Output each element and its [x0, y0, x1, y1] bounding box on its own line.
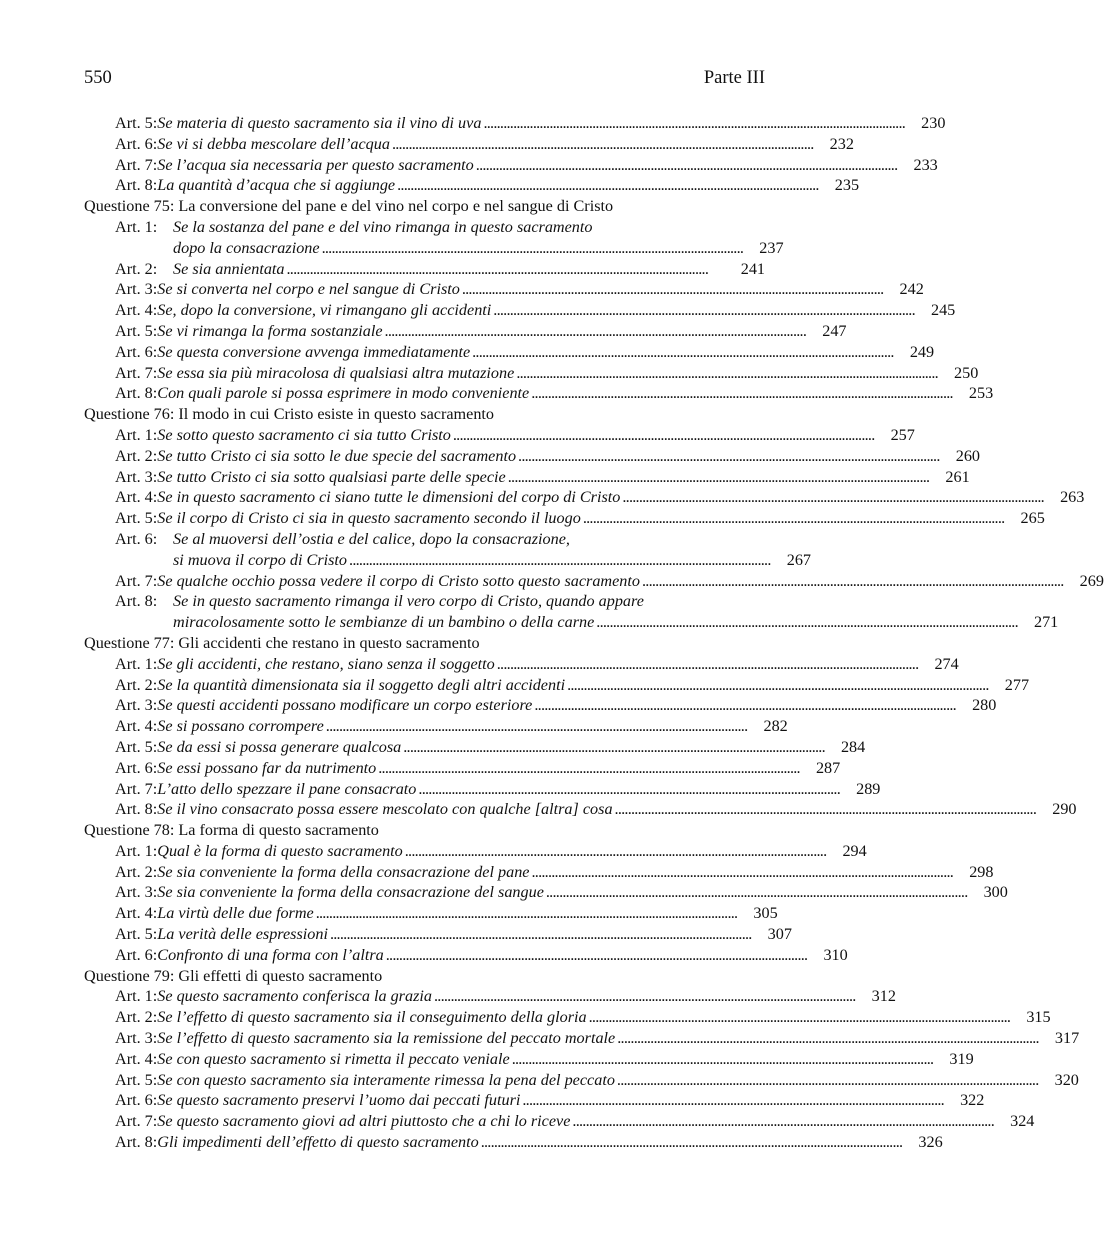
article-label: Art. 1: [115, 987, 158, 1006]
page-ref: 280 [972, 696, 997, 715]
page-ref: 269 [1079, 571, 1104, 590]
article-title: Se materia di questo sacramento sia il vino di uva [157, 114, 482, 132]
article-title: Se la quantità dimensionata sia il soggetto degli altri accidenti [157, 675, 566, 694]
article-label: Art. 6: [115, 1091, 158, 1110]
leader-dots [596, 612, 1016, 633]
article-title: Se questo sacramento preservi l’uomo dai peccati futuri [157, 1091, 521, 1110]
toc-entry [84, 1028, 1080, 1049]
article-label: Art. 5: [115, 737, 158, 756]
article-title: Se l’acqua sia necessaria per questo sacramento [157, 155, 474, 174]
page-ref: 324 [1010, 1112, 1035, 1131]
leader-dots [508, 467, 928, 488]
article-title: Se in questo sacramento rimanga il vero corpo di Cristo, quando appare [173, 592, 644, 611]
leader-dots [493, 300, 913, 321]
article-label: Art. 6: [115, 758, 158, 777]
page-ref: 267 [786, 550, 811, 569]
question-heading: Questione 78: La forma di questo sacramento [84, 821, 379, 840]
page-ref: 241 [740, 259, 765, 278]
article-label: Art. 3: [115, 696, 158, 715]
page-ref: 237 [759, 238, 784, 257]
article-title-continued: dopo la consacrazione [173, 238, 320, 257]
article-label: Art. 1: [115, 425, 158, 444]
article-label: Art. 2: [115, 862, 158, 881]
leader-dots [615, 799, 1035, 820]
article-title: Se si possano corrompere [157, 717, 324, 736]
article-title: Se la sostanza del pane e del vino rimanga in questo sacramento [173, 217, 593, 236]
leader-dots [418, 779, 838, 800]
toc-entry [84, 591, 765, 612]
article-label: Art. 5: [115, 925, 158, 944]
article-title: Se questa conversione avvenga immediatamente [157, 342, 471, 361]
page-ref: 242 [899, 280, 924, 299]
article-label: Art. 2: [115, 446, 158, 465]
toc-entry [84, 924, 792, 945]
leader-dots [378, 758, 798, 779]
article-title: L’atto dello spezzare il pane consacrato [157, 779, 417, 798]
toc-entry [84, 529, 765, 550]
toc-entry [84, 175, 860, 196]
toc-entry [84, 1090, 985, 1111]
page-ref: 250 [954, 363, 979, 382]
leader-dots [497, 654, 917, 675]
article-label: Art. 5: [115, 114, 158, 132]
toc-entry [84, 134, 854, 155]
question-heading: Questione 77: Gli accidenti che restano in questo sacramento [84, 633, 480, 652]
toc-entry [84, 300, 956, 321]
article-title: Se questo sacramento giovi ad altri piuttosto che a chi lo riceve [157, 1112, 571, 1131]
article-label: Art. 5: [115, 1070, 158, 1089]
leader-dots [403, 737, 823, 758]
toc-entry [84, 945, 848, 966]
article-title: Se vi si debba mescolare dell’acqua [157, 134, 390, 153]
page-ref: 253 [968, 384, 994, 403]
article-label: Art. 6: [115, 529, 158, 548]
page-ref: 233 [913, 155, 938, 174]
article-title: Se tutto Cristo ci sia sotto qualsiasi parte delle specie [157, 467, 506, 486]
page-ref: 261 [945, 467, 970, 486]
toc-entry [84, 508, 1045, 529]
article-label: Art. 8: [115, 384, 158, 403]
toc-entry [84, 363, 979, 384]
article-title: Con quali parole si possa esprimere in modo conveniente [157, 384, 530, 403]
leader-dots [512, 1049, 932, 1070]
article-title-continued: si muova il corpo di Cristo [173, 550, 348, 569]
article-title: Se sotto questo sacramento ci sia tutto Cristo [157, 425, 451, 444]
leader-dots [531, 383, 951, 404]
leader-dots [532, 862, 952, 883]
toc-entry [84, 383, 994, 404]
article-title: La verità delle espressioni [157, 925, 328, 944]
toc-entry [84, 799, 1077, 820]
article-title: Se sia annientata [173, 259, 285, 278]
leader-dots [462, 279, 882, 300]
leader-dots [522, 1090, 942, 1111]
article-title: Se essi possano far da nutrimento [157, 758, 377, 777]
toc-entry [84, 1007, 1051, 1028]
article-title: Se il vino consacrato possa essere mescolato con qualche [altra] cosa [157, 800, 613, 819]
page-ref: 298 [969, 862, 994, 881]
toc-entry [84, 779, 881, 800]
article-title: Se il corpo di Cristo ci sia in questo sacramento secondo il luogo [157, 509, 581, 528]
article-label: Art. 6: [115, 945, 158, 964]
article-title: Se al muoversi dell’ostia e del calice, dopo la consacrazione, [173, 529, 570, 548]
page-ref: 312 [871, 987, 896, 1006]
article-title: Se tutto Cristo ci sia sotto le due specie del sacramento [157, 446, 517, 465]
leader-dots [583, 508, 1003, 529]
article-label: Art. 7: [115, 155, 158, 174]
leader-dots [349, 550, 769, 571]
article-label: Art. 8: [115, 176, 158, 195]
toc-entry [84, 986, 896, 1007]
article-label: Art. 7: [115, 1112, 158, 1131]
toc-entry [84, 1070, 1079, 1091]
page-ref: 257 [890, 425, 915, 444]
toc-entry-continuation [84, 550, 811, 571]
article-title: La virtù delle due forme [157, 904, 314, 923]
article-label: Art. 1: [115, 654, 158, 673]
page-number: 550 [84, 68, 112, 88]
article-label: Art. 3: [115, 280, 158, 299]
page-ref: 274 [934, 654, 959, 673]
leader-dots [453, 425, 873, 446]
toc-entry [84, 1111, 1035, 1132]
page-ref: 287 [815, 758, 841, 777]
article-label: Art. 4: [115, 301, 158, 320]
article-title: Se l’effetto di questo sacramento sia il conseguimento della gloria [157, 1008, 587, 1027]
article-label: Art. 8: [115, 1133, 158, 1152]
toc-entry [84, 342, 935, 363]
page-ref: 245 [930, 301, 956, 320]
page-ref: 230 [921, 114, 946, 132]
toc-entry [84, 675, 1030, 696]
leader-dots [287, 259, 723, 280]
page-ref: 235 [834, 176, 860, 195]
toc-entry [84, 259, 765, 280]
toc-entry [84, 695, 997, 716]
page-ref: 322 [960, 1091, 985, 1110]
article-title: Se l’effetto di questo sacramento sia la remissione del peccato mortale [157, 1029, 616, 1048]
article-label: Art. 8: [115, 800, 158, 819]
article-label: Art. 6: [115, 134, 158, 153]
toc-entry [84, 321, 847, 342]
article-title: La quantità d’acqua che si aggiunge [157, 176, 396, 195]
toc-entry [84, 716, 788, 737]
question-heading: Questione 79: Gli effetti di questo sacramento [84, 966, 383, 985]
article-title-continued: miracolosamente sotto le sembianze di un bambino o della carne [173, 613, 595, 632]
leader-dots [392, 134, 812, 155]
article-title: Se gli accidenti, che restano, siano senza il soggetto [157, 654, 495, 673]
leader-dots [483, 113, 903, 134]
leader-dots [397, 175, 817, 196]
article-title: Se da essi si possa generare qualcosa [157, 737, 402, 756]
page-ref: 290 [1052, 800, 1077, 819]
page-ref: 265 [1020, 509, 1045, 528]
article-title: Se in questo sacramento ci siano tutte le dimensioni del corpo di Cristo [157, 488, 621, 507]
leader-dots [434, 986, 854, 1007]
article-label: Art. 2: [115, 1008, 158, 1027]
article-title: Se questo sacramento conferisca la grazia [157, 987, 432, 1006]
article-label: Art. 4: [115, 904, 158, 923]
article-label: Art. 2: [115, 259, 158, 278]
leader-dots [476, 155, 896, 176]
leader-dots [386, 945, 806, 966]
leader-dots [326, 716, 746, 737]
article-label: Art. 8: [115, 592, 158, 611]
article-title: Se sia conveniente la forma della consacrazione del sangue [157, 883, 544, 902]
article-title: Se essa sia più miracolosa di qualsiasi altra mutazione [157, 363, 515, 382]
article-label: Art. 7: [115, 571, 158, 590]
page-ref: 232 [829, 134, 854, 153]
leader-dots [546, 882, 966, 903]
leader-dots [330, 924, 750, 945]
article-label: Art. 5: [115, 321, 158, 340]
toc-entry [84, 1049, 974, 1070]
article-title: Se si converta nel corpo e nel sangue di Cristo [157, 280, 460, 299]
part-title: Parte III [703, 68, 765, 88]
leader-dots [534, 695, 954, 716]
page-ref: 282 [763, 717, 788, 736]
article-title: Se vi rimanga la forma sostanziale [157, 321, 383, 340]
page-ref: 263 [1060, 488, 1085, 507]
page-ref: 277 [1004, 675, 1030, 694]
article-label: Art. 4: [115, 1049, 158, 1068]
toc-entry [84, 279, 924, 300]
page-ref: 317 [1054, 1029, 1080, 1048]
toc-entry [84, 737, 866, 758]
question-heading: Questione 76: Il modo in cui Cristo esiste in questo sacramento [84, 405, 495, 424]
page-ref: 289 [856, 779, 881, 798]
toc-entry-continuation [84, 238, 784, 259]
toc-entry [84, 571, 1104, 592]
toc-entry [84, 467, 970, 488]
page-ref: 305 [753, 904, 778, 923]
page-ref: 326 [918, 1133, 943, 1152]
toc-entry-continuation [84, 612, 1059, 633]
leader-dots [472, 342, 892, 363]
toc-entry [84, 841, 867, 862]
article-label: Art. 4: [115, 488, 158, 507]
article-label: Art. 1: [115, 841, 158, 860]
toc-entry [84, 217, 765, 238]
article-title: Confronto di una forma con l’altra [157, 945, 384, 964]
article-title: Se qualche occhio possa vedere il corpo di Cristo sotto questo sacramento [157, 571, 640, 590]
question-heading: Questione 75: La conversione del pane e del vino nel corpo e nel sangue di Cristo [84, 197, 614, 216]
leader-dots [405, 841, 825, 862]
leader-dots [622, 487, 1042, 508]
toc-entry [84, 113, 946, 134]
leader-dots [316, 903, 736, 924]
toc-entry [84, 446, 981, 467]
toc-entry [84, 903, 778, 924]
article-label: Art. 3: [115, 1029, 158, 1048]
article-title: Se questi accidenti possano modificare un corpo esteriore [157, 696, 533, 715]
leader-dots [322, 238, 742, 259]
toc-entry [84, 882, 1008, 903]
page-ref: 310 [823, 945, 848, 964]
article-title: Gli impedimenti dell’effetto di questo sacramento [157, 1133, 479, 1152]
toc-entry [84, 155, 938, 176]
article-label: Art. 3: [115, 883, 158, 902]
page-ref: 294 [842, 841, 867, 860]
article-label: Art. 6: [115, 342, 158, 361]
article-label: Art. 7: [115, 363, 158, 382]
page-ref: 315 [1026, 1008, 1051, 1027]
leader-dots [642, 571, 1062, 592]
toc-entry [84, 862, 994, 883]
toc-entry [84, 487, 1085, 508]
article-label: Art. 2: [115, 675, 158, 694]
leader-dots [385, 321, 805, 342]
article-title: Se con questo sacramento sia interamente rimessa la pena del peccato [157, 1070, 615, 1089]
leader-dots [589, 1007, 1009, 1028]
toc-entry [84, 654, 959, 675]
article-title: Se sia conveniente la forma della consacrazione del pane [157, 862, 530, 881]
page-ref: 271 [1033, 613, 1059, 632]
article-label: Art. 7: [115, 779, 158, 798]
page-ref: 249 [909, 342, 935, 361]
article-title: Se, dopo la conversione, vi rimangano gli accidenti [157, 301, 492, 320]
leader-dots [481, 1132, 901, 1153]
table-of-contents [84, 113, 1104, 1153]
article-label: Art. 3: [115, 467, 158, 486]
page-ref: 247 [822, 321, 847, 340]
toc-entry [84, 425, 915, 446]
leader-dots [567, 675, 987, 696]
running-header [84, 68, 765, 94]
page-ref: 300 [983, 883, 1008, 902]
toc-entry [84, 1132, 943, 1153]
leader-dots [516, 363, 936, 384]
page-ref: 307 [767, 925, 792, 944]
leader-dots [617, 1028, 1037, 1049]
leader-dots [617, 1070, 1037, 1091]
page-ref: 320 [1054, 1070, 1079, 1089]
leader-dots [518, 446, 938, 467]
toc-entry [84, 758, 841, 779]
article-label: Art. 4: [115, 717, 158, 736]
article-title: Se con questo sacramento si rimetta il peccato veniale [157, 1049, 510, 1068]
leader-dots [572, 1111, 992, 1132]
page-ref: 319 [949, 1049, 974, 1068]
page-ref: 260 [955, 446, 981, 465]
article-title: Qual è la forma di questo sacramento [157, 841, 403, 860]
page-ref: 284 [840, 737, 866, 756]
article-label: Art. 5: [115, 509, 158, 528]
article-label: Art. 1: [115, 217, 158, 236]
